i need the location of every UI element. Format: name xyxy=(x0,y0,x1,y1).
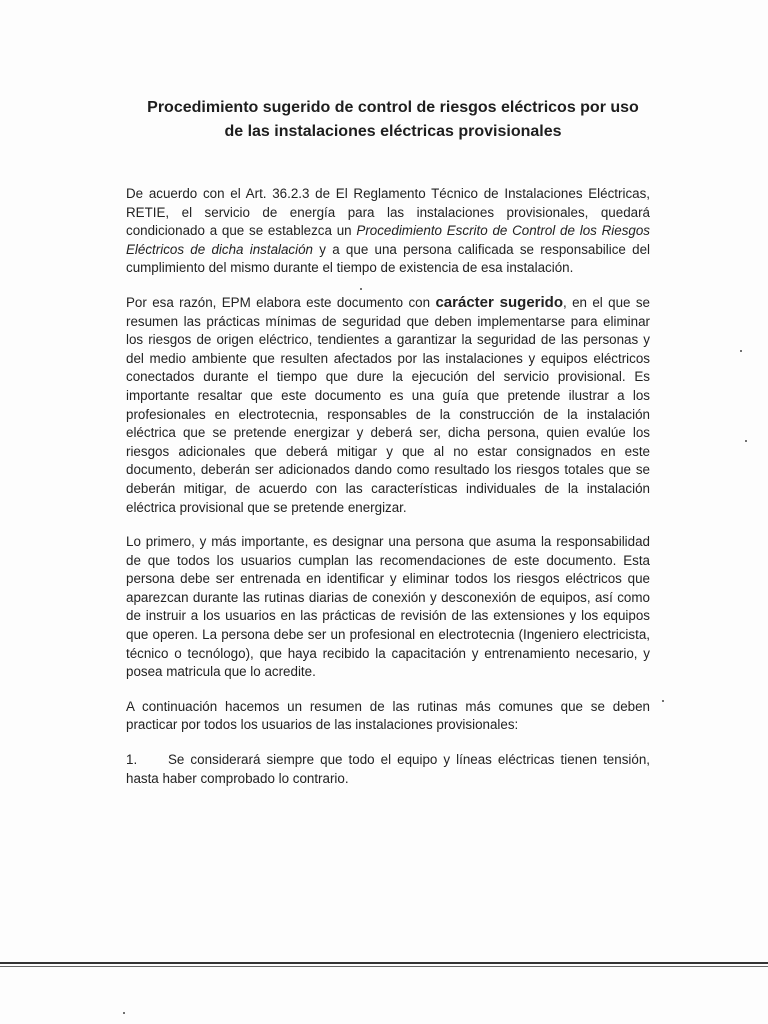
scan-speck xyxy=(662,700,664,702)
paragraph-4: A continuación hacemos un resumen de las rutinas más comunes que se deben practicar por todos los usuarios de las instalaciones provisionales: xyxy=(126,698,650,733)
title-line-2: de las instalaciones eléctricas provisionales xyxy=(224,123,562,140)
scan-speck xyxy=(740,350,742,352)
paragraph-1-start: De acuerdo con el Art. 36.2.3 de El Reglamento Técnico de Instalaciones Eléctricas, RETIE, el servicio de energía para las instalaciones provisionales, quedará condicionado a que se establezca un xyxy=(126,186,650,239)
paragraph-2-start: Por esa razón, EPM elabora este documento con xyxy=(126,294,436,310)
paragraph-2 xyxy=(126,294,650,517)
scan-speck xyxy=(745,440,747,442)
paragraph-2-end: , en el que se resumen las prácticas mínimas de seguridad que deben implementarse para eliminar los riesgos de origen eléctrico, tendientes a garantizar la seguridad de las personas y del medio ambiente que resulten afectados por las instalaciones y equipos eléctricos conectados durante el tiempo que dure la ejecución del servicio provisional. Es importante resaltar que este documento es una guía que pretende ilustrar a los profesionales en electrotecnia, responsables de la construcción de la instalación eléctrica que se pretende energizar y deberá ser, dicha persona, quien evalúe los riesgos adicionales que deberá mitigar y que al no estar consignados en este documento, deberán ser adicionados dando como resultado los riesgos totales que se deberán mitigar, de acuerdo con las características individuales de la instalación eléctrica provisional que se pretende energizar. xyxy=(126,294,651,515)
document-title xyxy=(118,96,668,144)
paragraph-1-end: y a que una persona calificada se responsabilice del cumplimiento del mismo durante el tiempo de existencia de esa instalación. xyxy=(126,241,650,276)
scan-speck xyxy=(360,288,362,290)
list-item-1-text: Se considerará siempre que todo el equipo y líneas eléctricas tienen tensión, hasta haber comprobado lo contrario. xyxy=(126,752,650,786)
paragraph-1 xyxy=(126,185,650,278)
list-item-1 xyxy=(126,751,650,788)
scan-edge-line xyxy=(0,962,768,964)
paragraph-3: Lo primero, y más importante, es designar una persona que asuma la responsabilidad de que todos los usuarios cumplan las recomendaciones de este documento. Esta persona debe ser entrenada en identificar y eliminar todos los riesgos eléctricos que aparezcan durante las rutinas diarias de conexión y desconexión de equipos, así como de instruir a los usuarios en las prácticas de revisión de las extensiones y los equipos que operen. La persona debe ser un profesional en electrotecnia (Ingeniero electricista, técnico o tecnólogo), que haya recibido la capacitación y entrenamiento necesario, y posea matricula que lo acredite. xyxy=(126,534,650,680)
scan-speck xyxy=(123,1012,125,1014)
paragraph-2-emphasis: carácter sugerido xyxy=(435,293,563,311)
document-body xyxy=(126,185,650,804)
title-line-1: Procedimiento sugerido de control de riesgos eléctricos por uso xyxy=(147,99,639,116)
paragraph-1-italic: Procedimiento Escrito de Control de los Riesgos Eléctricos de dicha instalación xyxy=(126,223,650,257)
scan-edge-line-secondary xyxy=(0,966,768,967)
list-item-1-number: 1. xyxy=(126,752,138,768)
